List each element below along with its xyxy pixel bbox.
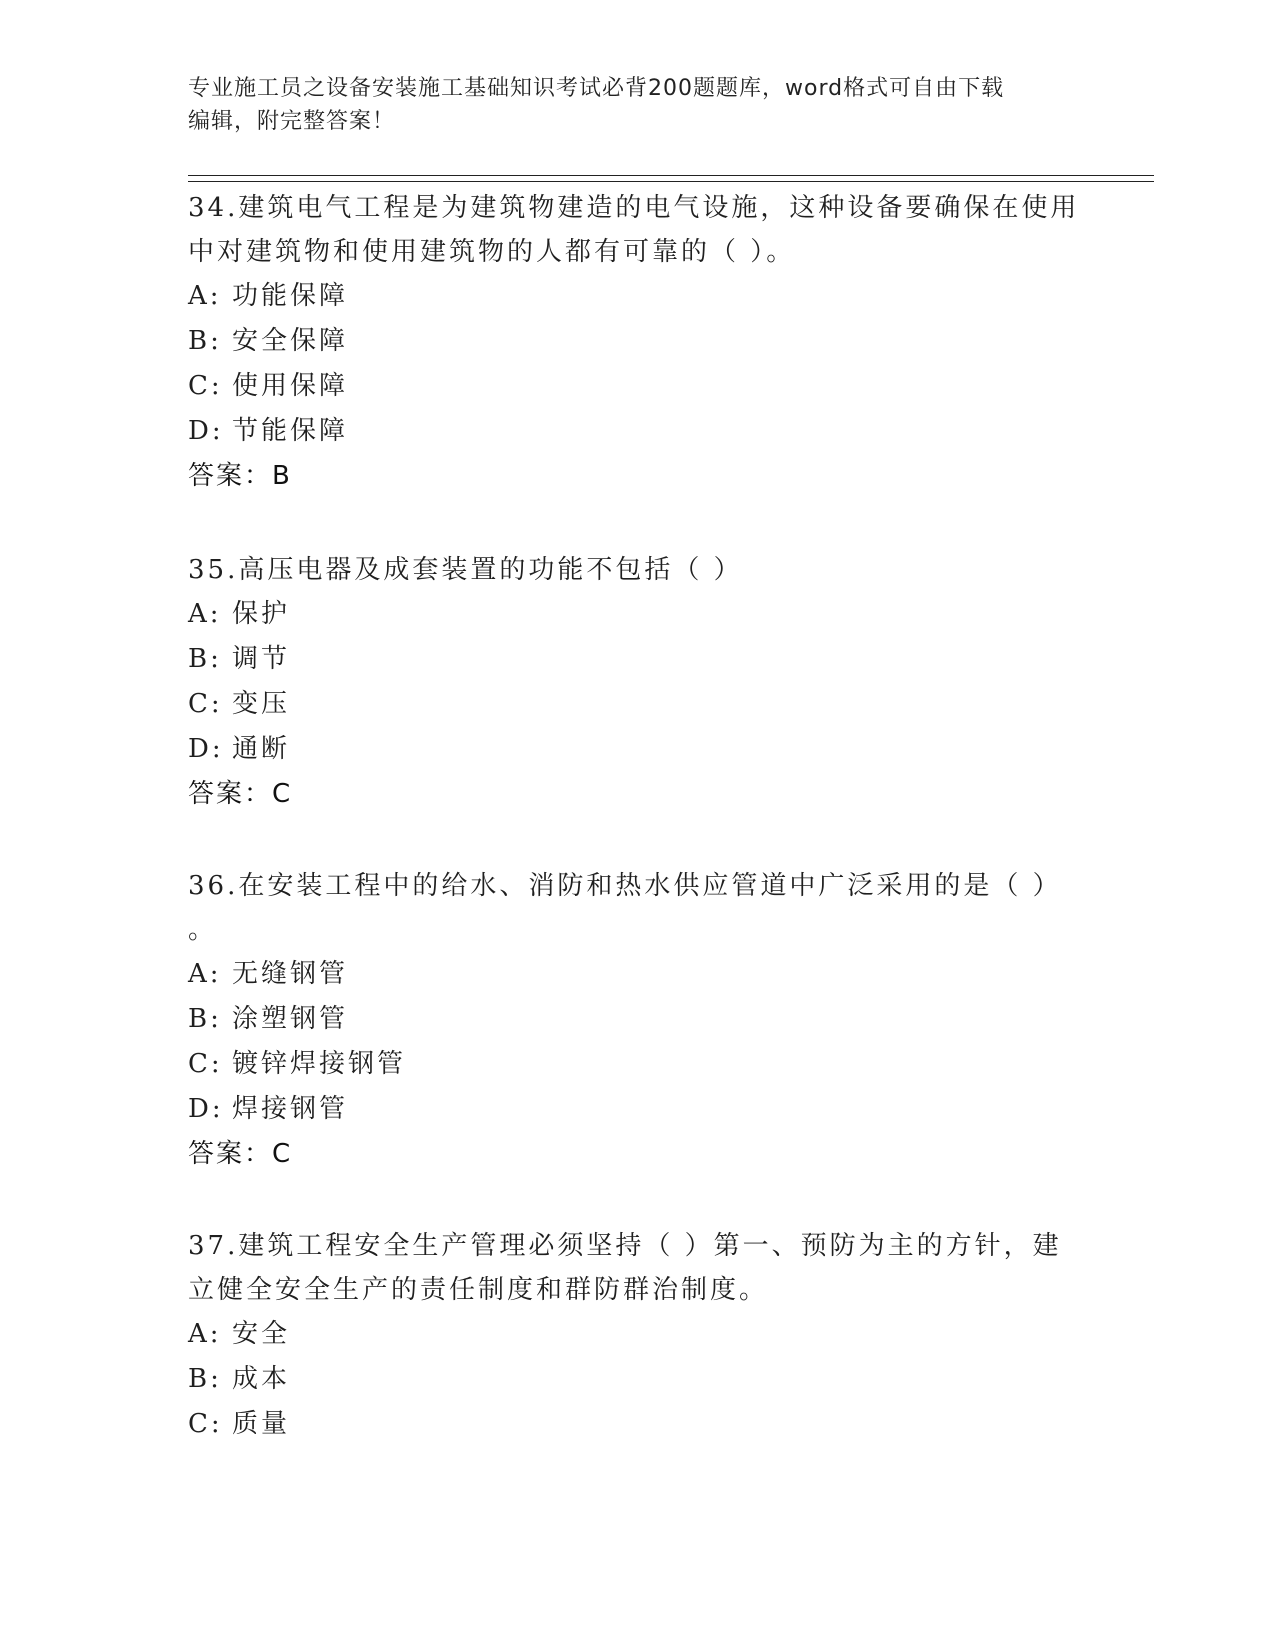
option-letter: A: [188,281,222,311]
question-stem-line: 立健全安全生产的责任制度和群防群治制度。 [188,1275,769,1305]
option-letter: C: [188,1049,223,1079]
option-letter: C: [188,1409,223,1439]
question-35 [188,548,1088,816]
option-a [188,1312,1088,1357]
option-text: 保护 [232,599,291,629]
header-divider-top [188,175,1154,176]
option-b [188,1357,1088,1402]
option-letter: A: [188,1319,222,1349]
question-36 [188,864,1088,1176]
option-letter: A: [188,599,222,629]
option-letter: B: [188,1004,222,1034]
question-37 [188,1224,1088,1447]
option-letter: D: [188,1094,224,1124]
option-d [188,1087,1088,1132]
header-divider-bottom [188,181,1154,182]
option-letter: D: [188,734,224,764]
option-b [188,997,1088,1042]
option-text: 变压 [232,689,291,719]
option-text: 安全保障 [232,326,349,356]
answer-text: 答案：C [188,1139,293,1169]
option-text: 质量 [232,1409,291,1439]
question-stem-line: 。 [188,915,218,945]
question-34 [188,186,1088,498]
option-letter: B: [188,1364,222,1394]
option-b [188,319,1088,364]
option-text: 安全 [232,1319,291,1349]
document-header [188,72,1068,138]
option-c [188,364,1088,409]
option-a [188,592,1088,637]
option-a [188,274,1088,319]
option-text: 通断 [232,734,291,764]
option-text: 焊接钢管 [232,1094,349,1124]
question-stem-line: 37.建筑工程安全生产管理必须坚持（ ）第一、预防为主的方针，建 [188,1231,1062,1261]
question-stem-line: 34.建筑电气工程是为建筑物建造的电气设施，这种设备要确保在使用 [188,193,1080,223]
option-letter: C: [188,689,223,719]
option-a [188,952,1088,997]
option-d [188,409,1088,454]
header-line-2: 编辑，附完整答案！ [188,109,396,134]
option-letter: B: [188,644,222,674]
option-letter: B: [188,326,222,356]
question-stem-line: 中对建筑物和使用建筑物的人都有可靠的（ ）。 [188,237,796,267]
question-stem-line: 36.在安装工程中的给水、消防和热水供应管道中广泛采用的是（ ） [188,871,1062,901]
option-text: 使用保障 [232,371,349,401]
option-d [188,727,1088,772]
option-text: 无缝钢管 [232,959,349,989]
option-b [188,637,1088,682]
option-c [188,1402,1088,1447]
option-letter: A: [188,959,222,989]
option-text: 功能保障 [232,281,349,311]
question-stem-line: 35.高压电器及成套装置的功能不包括（ ） [188,555,743,585]
option-letter: C: [188,371,223,401]
option-c [188,1042,1088,1087]
option-text: 涂塑钢管 [232,1004,349,1034]
option-letter: D: [188,416,224,446]
option-text: 镀锌焊接钢管 [232,1049,407,1079]
header-line-1: 专业施工员之设备安装施工基础知识考试必背200题题库，word格式可自由下载 [188,76,1005,101]
option-text: 节能保障 [232,416,349,446]
option-text: 成本 [232,1364,291,1394]
option-c [188,682,1088,727]
answer-text: 答案：C [188,779,293,809]
answer-text: 答案：B [188,461,292,491]
option-text: 调节 [232,644,291,674]
